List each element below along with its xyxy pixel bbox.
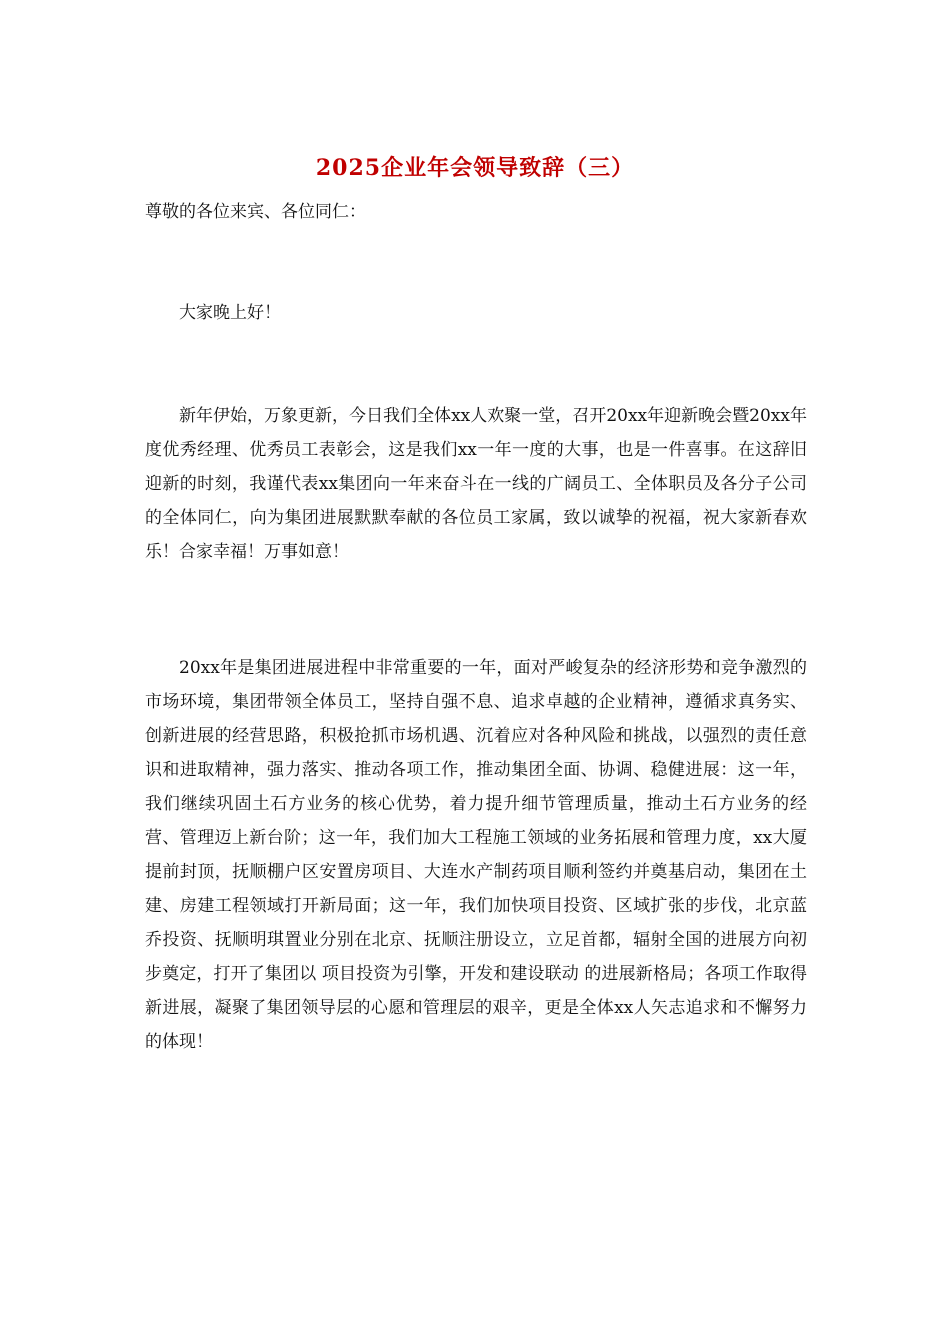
paragraph-greeting: 大家晚上好！ bbox=[179, 303, 281, 323]
document-title: 2025企业年会领导致辞（三） bbox=[315, 155, 635, 181]
paragraph-review: 20xx年是集团进展进程中非常重要的一年，面对严峻复杂的经济形势和竞争激烈的市场环境，集团带领全体员工，坚持自强不息、追求卓越的企业精神，遵循求真务实、创新进展的经营思路，积极抢抓市场机遇、沉着应对各种风险和挑战，以强烈的责任意识和进取精神，强力落实、推动各项工作，推动集团全面、协调、稳健进展：这一年，我们继续巩固土石方业务的核心优势，着力提升细节管理质量，推动土石方业务的经营、管理迈上新台阶；这一年，我们加大工程施工领域的业务拓展和管理力度，xx大厦提前封顶，抚顺棚户区安置房项目、大连水产制药项目顺利签约并奠基启动，集团在土建、房建工程领域打开新局面；这一年，我们加快项目投资、区域扩张的步伐，北京蓝乔投资、抚顺明琪置业分别在北京、抚顺注册设立，立足首都，辐射全国的进展方向初步奠定，打开了集团以 项目投资为引擎，开发和建设联动 的进展新格局；各项工作取得新进展，凝聚了集团领导层的心愿和管理层的艰辛，更是全体xx人矢志追求和不懈努力的体现！ bbox=[145, 658, 807, 1052]
salutation: 尊敬的各位来宾、各位同仁： bbox=[145, 202, 366, 222]
paragraph-new-year: 新年伊始，万象更新，今日我们全体xx人欢聚一堂，召开20xx年迎新晚会暨20xx年度优秀经理、优秀员工表彰会，这是我们xx一年一度的大事，也是一件喜事。在这辞旧迎新的时刻，我谨代表xx集团向一年来奋斗在一线的广阔员工、全体职员及各分子公司的全体同仁，向为集团进展默默奉献的各位员工家属，致以诚挚的祝福，祝大家新春欢乐！合家幸福！万事如意！ bbox=[145, 406, 807, 562]
